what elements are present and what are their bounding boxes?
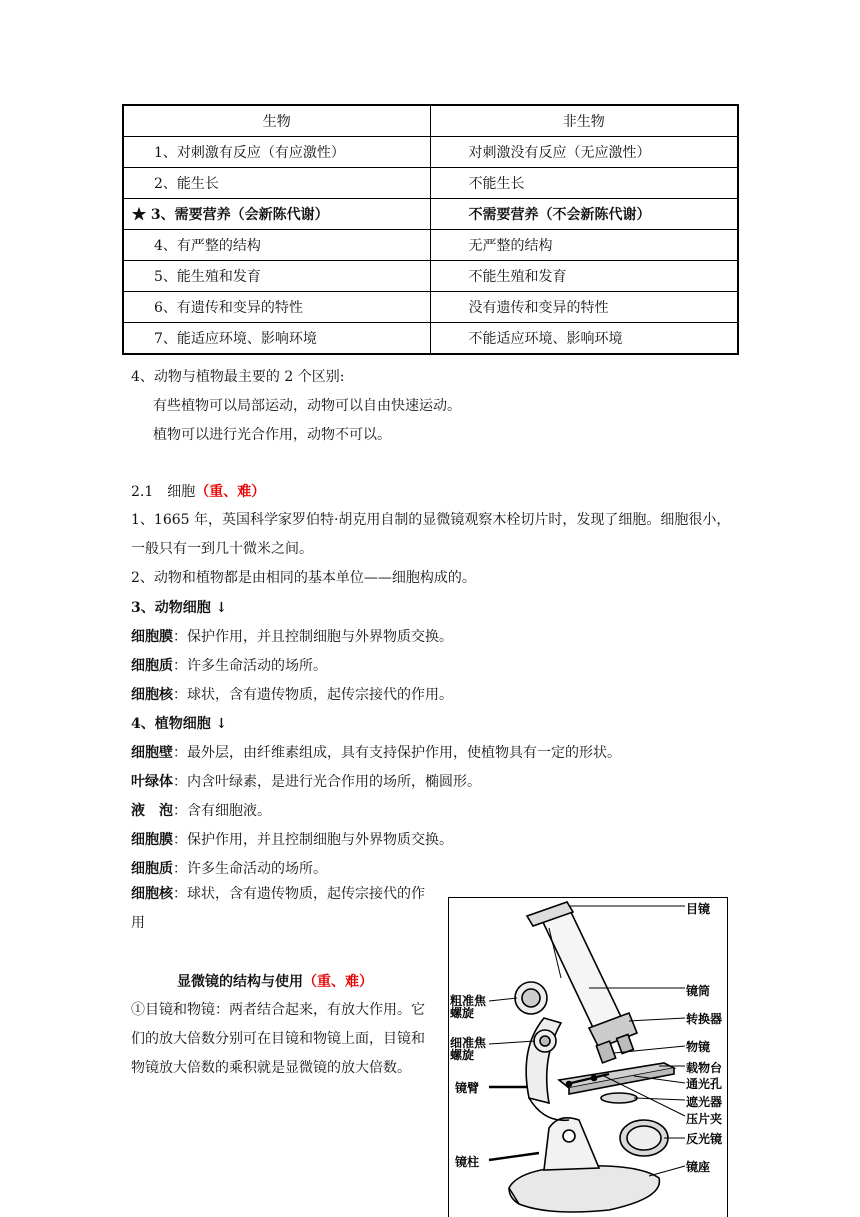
- definition-line: [131, 655, 327, 675]
- table-cell: 6、有遗传和变异的特性: [154, 300, 303, 316]
- label-coarse-focus: 粗准焦螺旋: [450, 994, 487, 1020]
- definition-desc: ：含有细胞液。: [173, 803, 271, 819]
- paragraph-hooke: 1、1665 年，英国科学家罗伯特·胡克用自制的显微镜观察木栓切片时，发现了细胞。细胞很小，一般只有一到几十微米之间。: [131, 512, 731, 557]
- table-cell: 不需要营养（不会新陈代谢）: [468, 207, 651, 223]
- comparison-table: [122, 104, 739, 355]
- definition-line: [131, 771, 481, 791]
- table-cell: 5、能生殖和发育: [154, 269, 261, 285]
- label-base: 镜座: [686, 1160, 711, 1174]
- definition-line: [131, 626, 453, 646]
- microscope-heading-text: 显微镜的结构与使用: [177, 974, 303, 990]
- definition-term: 细胞核: [131, 687, 173, 703]
- label-stage: 载物台: [686, 1061, 723, 1075]
- difficulty-tag: （重、难）: [195, 484, 266, 500]
- definition-term: 细胞质: [131, 861, 173, 877]
- table-cell: 不能生长: [468, 176, 525, 192]
- plant-cell-title: 4、植物细胞 ↓: [131, 716, 228, 732]
- definition-term: 细胞膜: [131, 629, 173, 645]
- definition-desc: ：保护作用，并且控制细胞与外界物质交换。: [173, 832, 453, 848]
- section-2-1-heading: [131, 481, 265, 501]
- definition-line: [131, 858, 327, 878]
- table-cell: 1、对刺激有反应（有应激性）: [154, 145, 345, 161]
- definition-desc: ：最外层，由纤维素组成，具有支持保护作用，使植物具有一定的形状。: [173, 745, 621, 761]
- microscope-heading: [177, 971, 373, 991]
- microscope-figure: [448, 897, 728, 1217]
- label-pillar: 镜柱: [455, 1155, 480, 1169]
- table-header-cell: 非生物: [430, 105, 738, 137]
- table-cell: ★ 3、需要营养（会新陈代谢）: [132, 207, 329, 223]
- definition-desc: ：内含叶绿素，是进行光合作用的场所，椭圆形。: [173, 774, 481, 790]
- label-fine-focus: 细准焦螺旋: [450, 1036, 487, 1062]
- definition-term: 细胞膜: [131, 832, 173, 848]
- label-eyepiece: 目镜: [686, 902, 711, 916]
- definition-desc: ：球状，含有遗传物质，起传宗接代的作用: [131, 886, 425, 931]
- section-4-title: 4、动物与植物最主要的 2 个区别:: [131, 369, 345, 385]
- table-row: [123, 199, 738, 230]
- label-objective: 物镜: [686, 1040, 711, 1054]
- table-header-row: [123, 105, 738, 137]
- definition-desc: ：许多生命活动的场所。: [173, 861, 327, 877]
- definition-term: 细胞核: [131, 886, 173, 902]
- table-cell: 对刺激没有反应（无应激性）: [468, 145, 651, 161]
- definition-desc: ：许多生命活动的场所。: [173, 658, 327, 674]
- table-row: [123, 292, 738, 323]
- definition-line: [131, 684, 453, 704]
- definition-term: 液 泡: [131, 803, 173, 819]
- table-header-cell: 生物: [123, 105, 430, 137]
- table-cell: 2、能生长: [154, 176, 219, 192]
- table-row: [123, 168, 738, 199]
- table-cell: 没有遗传和变异的特性: [468, 300, 609, 316]
- label-arm: 镜臂: [455, 1081, 480, 1095]
- definition-term: 细胞质: [131, 658, 173, 674]
- definition-desc: ：保护作用，并且控制细胞与外界物质交换。: [173, 629, 453, 645]
- definition-term: 细胞壁: [131, 745, 173, 761]
- table-row: [123, 230, 738, 261]
- table-cell: 不能适应环境、影响环境: [468, 331, 623, 347]
- definition-line: [131, 829, 453, 849]
- difficulty-tag: （重、难）: [303, 974, 373, 990]
- table-cell: 4、有严整的结构: [154, 238, 261, 254]
- label-diaphragm: 遮光器: [686, 1095, 723, 1109]
- label-mirror: 反光镜: [686, 1132, 723, 1146]
- table-cell: 无严整的结构: [468, 238, 553, 254]
- label-tube: 镜筒: [686, 984, 711, 998]
- section-heading-text: 2.1 细胞: [131, 484, 196, 500]
- microscope-paragraph: ①目镜和物镜：两者结合起来，有放大作用。它们的放大倍数分别可在目镜和物镜上面，目镜和物镜放大倍数的乘积就是显微镜的放大倍数。: [131, 1002, 425, 1076]
- table-cell: 不能生殖和发育: [468, 269, 567, 285]
- section-4-line-1: 有些植物可以局部运动，动物可以自由快速运动。: [153, 398, 461, 414]
- table-cell: 7、能适应环境、影响环境: [154, 331, 317, 347]
- definition-term: 叶绿体: [131, 774, 173, 790]
- table-row: [123, 137, 738, 168]
- label-clips: 压片夹: [686, 1112, 723, 1126]
- animal-cell-title: 3、动物细胞 ↓: [131, 600, 228, 616]
- definition-line: [131, 800, 271, 820]
- label-nosepiece: 转换器: [686, 1012, 723, 1026]
- definition-desc: ：球状，含有遗传物质，起传宗接代的作用。: [173, 687, 453, 703]
- table-row: [123, 323, 738, 355]
- table-row: [123, 261, 738, 292]
- definition-line: [131, 742, 621, 762]
- paragraph-basic-unit: 2、动物和植物都是由相同的基本单位——细胞构成的。: [131, 570, 476, 586]
- label-stage-hole: 通光孔: [686, 1077, 723, 1091]
- section-4-line-2: 植物可以进行光合作用，动物不可以。: [153, 427, 391, 443]
- definition-line: [131, 880, 437, 938]
